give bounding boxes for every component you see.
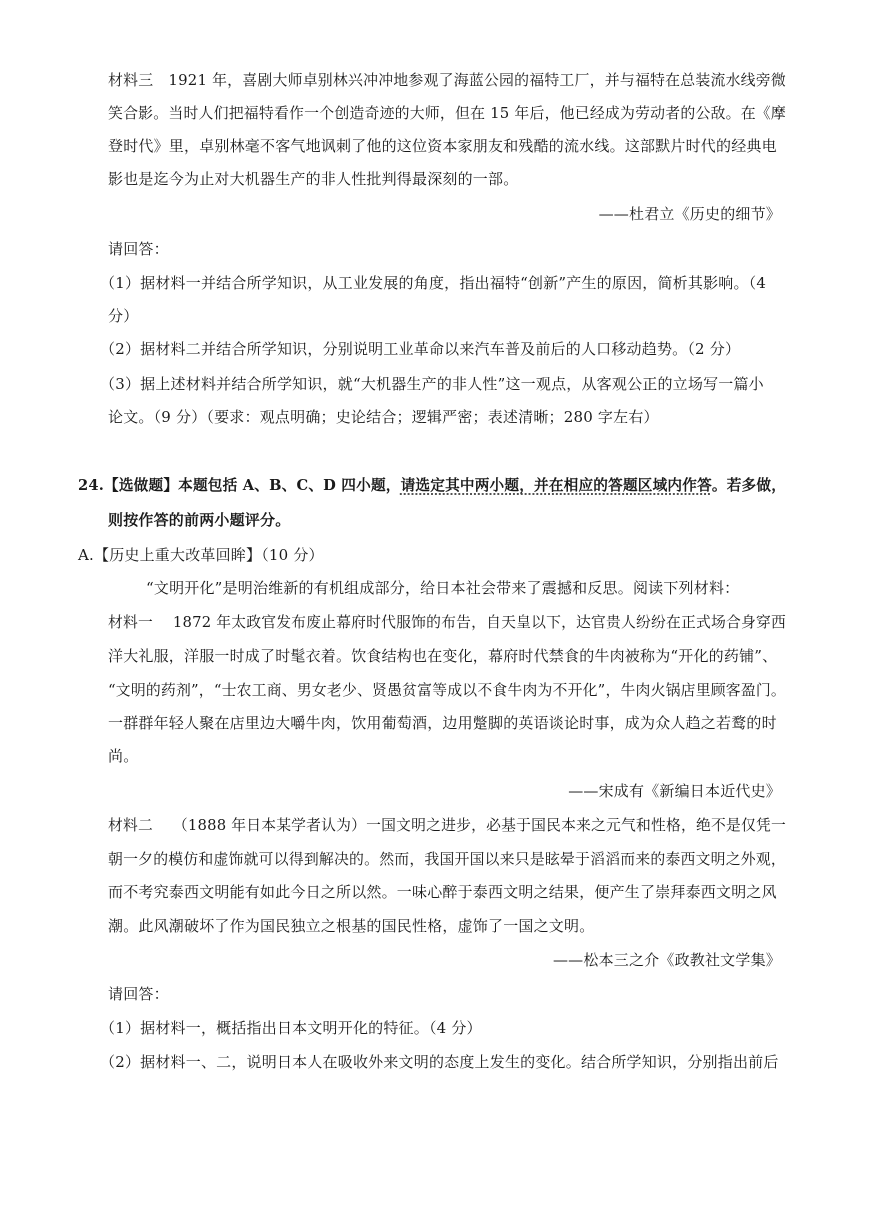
q24-heading-emphasis: 请选定其中两小题，并在相应的答题区域内作答 xyxy=(400,476,712,494)
material2-line-4: 潮。此风潮破坏了作为国民独立之根基的国民性格，虚饰了一国之文明。 xyxy=(108,917,595,935)
q24-question-2: （2）据材料一、二，说明日本人在吸收外来文明的态度上发生的变化。结合所学知识，分别指出前后 xyxy=(100,1053,779,1071)
material3-line-1: 材料三 1921 年，喜剧大师卓别林兴冲冲地参观了海蓝公园的福特工厂，并与福特在总装流水线旁微 xyxy=(108,71,786,89)
material2-line-2: 朝一夕的模仿和虚饰就可以得到解决的。然而，我国开国以来只是眩晕于滔滔而来的泰西文明之外观， xyxy=(108,850,786,868)
material1-line-1: 材料一 1872 年太政官发布废止幕府时代服饰的布告，自天皇以下，达官贵人纷纷在正式场合身穿西 xyxy=(108,613,786,631)
material2-source: ——松本三之介《政教社文学集》 xyxy=(552,951,781,969)
material1-line-3: “文明的药剂”，“士农工商、男女老少、贤愚贫富等成以不食牛肉为不开化”，牛肉火锅店里顾客盈门。 xyxy=(108,681,786,699)
q23-question-1-line-2: 分） xyxy=(108,307,139,325)
q24-heading-part-1: 24.【选做题】本题包括 A、B、C、D 四小题， xyxy=(78,476,401,494)
material2-line-1: 材料二 （1888 年日本某学者认为）一国文明之进步，必基于国民本来之元气和性格，绝不是仅凭一 xyxy=(108,816,786,834)
q24-heading-part-3: 。若多做， xyxy=(711,476,787,494)
material1-line-4: 一群群年轻人聚在店里边大嚼牛肉，饮用葡萄酒，边用蹩脚的英语谈论时事，成为众人趋之若鹜的时 xyxy=(108,714,777,732)
material3-line-4: 影也是迄今为止对大机器生产的非人性批判得最深刻的一部。 xyxy=(108,170,519,188)
section-a-title: A.【历史上重大改革回眸】（10 分） xyxy=(78,546,324,564)
material1-line-2: 洋大礼服，洋服一时成了时髦衣着。饮食结构也在变化，幕府时代禁食的牛肉被称为“开化的药铺”、 xyxy=(108,647,778,665)
section-a-intro: “文明开化”是明治维新的有机组成部分，给日本社会带来了震撼和反思。阅读下列材料： xyxy=(146,579,740,597)
material3-line-3: 登时代》里，卓别林毫不客气地讽刺了他的这位资本家朋友和残酷的流水线。这部默片时代的经典电 xyxy=(108,137,777,155)
q23-question-3-line-1: （3）据上述材料并结合所学知识，就“大机器生产的非人性”这一观点，从客观公正的立场写一篇小 xyxy=(100,375,764,393)
material2-line-3: 而不考究泰西文明能有如此今日之所以然。一味心醉于泰西文明之结果，便产生了崇拜泰西文明之风 xyxy=(108,883,777,901)
q23-prompt: 请回答： xyxy=(108,240,169,258)
q24-heading-line-1 xyxy=(78,475,786,495)
q24-question-1: （1）据材料一，概括指出日本文明开化的特征。（4 分） xyxy=(100,1019,482,1037)
q24-prompt: 请回答： xyxy=(108,985,169,1003)
material3-line-2: 笑合影。当时人们把福特看作一个创造奇迹的大师，但在 15 年后，他已经成为劳动者的公敌。在《摩 xyxy=(108,104,786,122)
material1-line-5: 尚。 xyxy=(108,747,139,765)
q24-heading-line-2: 则按作答的前两小题评分。 xyxy=(108,511,291,529)
q23-question-2: （2）据材料二并结合所学知识，分别说明工业革命以来汽车普及前后的人口移动趋势。（2 分） xyxy=(100,340,741,358)
material1-source: ——宋成有《新编日本近代史》 xyxy=(568,782,781,800)
q23-question-3-line-2: 论文。（9 分）（要求：观点明确；史论结合；逻辑严密；表述清晰；280 字左右） xyxy=(108,408,659,426)
q23-question-1-line-1: （1）据材料一并结合所学知识，从工业发展的角度，指出福特“创新”产生的原因，简析其影响。（4 xyxy=(100,274,767,292)
material3-source: ——杜君立《历史的细节》 xyxy=(598,205,781,223)
